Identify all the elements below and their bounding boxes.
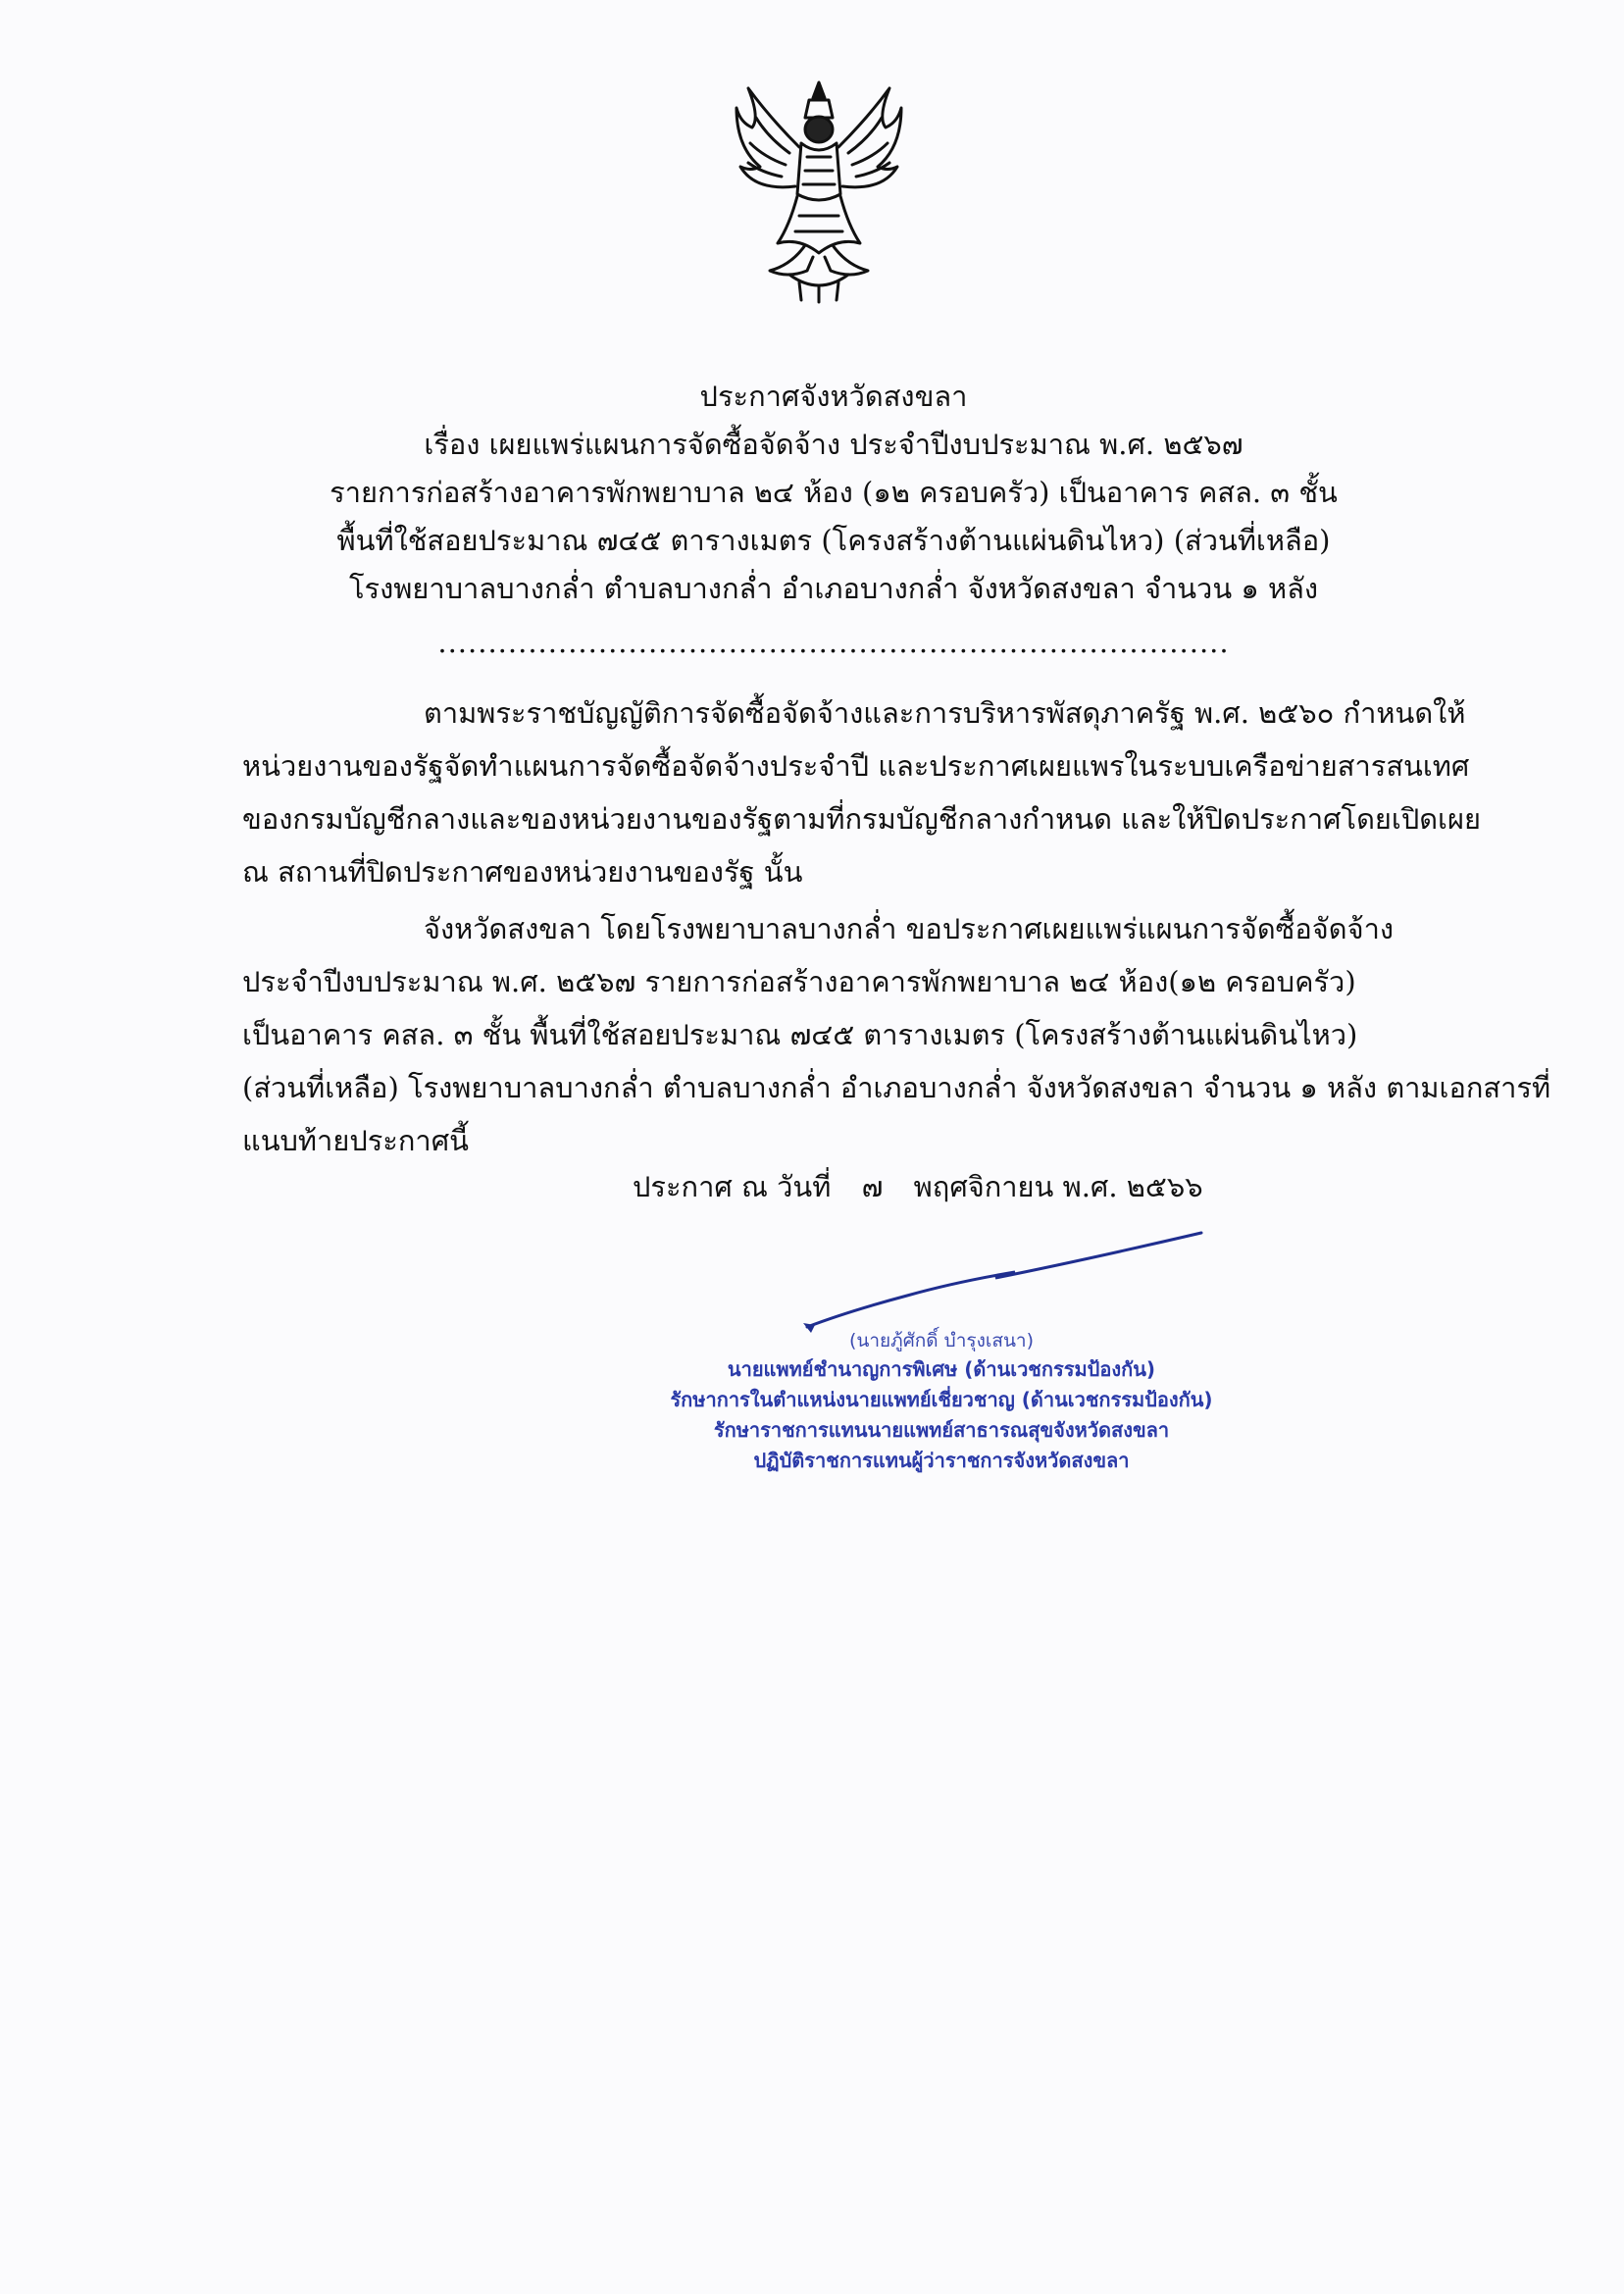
paragraph-announcement	[242, 902, 1551, 1167]
project-line-1: รายการก่อสร้างอาคารพักพยาบาล ๒๔ ห้อง (๑๒ ครอบครัว) เป็นอาคาร คสล. ๓ ชั้น	[330, 476, 1338, 509]
garuda-emblem-icon	[731, 78, 907, 304]
dotted-separator: ...............................................................................	[437, 626, 1230, 659]
paragraph-line: จังหวัดสงขลา โดยโรงพยาบาลบางกล่ำ ขอประกาศเผยแพร่แผนการจัดซื้อจัดจ้าง	[424, 912, 1395, 945]
date-day: ๗	[861, 1170, 884, 1203]
signer-title-1: นายแพทย์ชำนาญการพิเศษ (ด้านเวชกรรมป้องกัน)	[727, 1357, 1156, 1381]
heading-block	[294, 373, 1373, 667]
signer-title-2: รักษาการในตำแหน่งนายแพทย์เชี่ยวชาญ (ด้านเวชกรรมป้องกัน)	[670, 1388, 1213, 1411]
project-line-3: โรงพยาบาลบางกล่ำ ตำบลบางกล่ำ อำเภอบางกล่ำ จังหวัดสงขลา จำนวน ๑ หลัง	[348, 572, 1319, 605]
paragraph-line: หน่วยงานของรัฐจัดทำแผนการจัดซื้อจัดจ้างประจำปี และประกาศเผยแพรในระบบเครือข่ายสารสนเทศ	[242, 749, 1470, 783]
paragraph-line: แนบท้ายประกาศนี้	[242, 1124, 469, 1157]
paragraph-line: ตามพระราชบัญญัติการจัดซื้อจัดจ้างและการบริหารพัสดุภาครัฐ พ.ศ. ๒๕๖๐ กำหนดให้	[424, 696, 1466, 730]
date-prefix: ประกาศ ณ วันที่	[633, 1170, 832, 1203]
date-month-year: พฤศจิกายน พ.ศ. ๒๕๖๖	[913, 1170, 1203, 1203]
paragraph-line: ณ สถานที่ปิดประกาศของหน่วยงานของรัฐ นั้น	[242, 855, 803, 889]
paragraph-legal-basis	[242, 687, 1480, 898]
document-subject: เรื่อง เผยแพร่แผนการจัดซื้อจัดจ้าง ประจำปีงบประมาณ พ.ศ. ๒๕๖๗	[424, 428, 1243, 461]
document-title: ประกาศจังหวัดสงขลา	[699, 380, 968, 413]
paragraph-line: ของกรมบัญชีกลางและของหน่วยงานของรัฐตามที่กรมบัญชีกลางกำหนด และให้ปิดประกาศโดยเปิดเผย	[242, 802, 1481, 836]
announcement-date	[633, 1167, 1225, 1206]
paragraph-line: เป็นอาคาร คสล. ๓ ชั้น พื้นที่ใช้สอยประมาณ ๗๔๕ ตารางเมตร (โครงสร้างต้านแผ่นดินไหว)	[242, 1018, 1358, 1051]
signer-block	[628, 1327, 1255, 1476]
project-line-2: พื้นที่ใช้สอยประมาณ ๗๔๕ ตารางเมตร (โครงสร้างต้านแผ่นดินไหว) (ส่วนที่เหลือ)	[336, 524, 1331, 557]
signer-title-3: รักษาราชการแทนนายแพทย์สาธารณสุขจังหวัดสงขลา	[713, 1418, 1170, 1442]
signer-title-4: ปฏิบัติราชการแทนผู้ว่าราชการจังหวัดสงขลา	[753, 1449, 1130, 1472]
paragraph-line: ประจำปีงบประมาณ พ.ศ. ๒๕๖๗ รายการก่อสร้างอาคารพักพยาบาล ๒๔ ห้อง(๑๒ ครอบครัว)	[242, 965, 1356, 998]
paragraph-line: (ส่วนที่เหลือ) โรงพยาบาลบางกล่ำ ตำบลบางกล่ำ อำเภอบางกล่ำ จังหวัดสงขลา จำนวน ๑ หลัง ตามเอกสารที่	[242, 1071, 1551, 1104]
signer-name: (นายภู้ศักดิ์ บำรุงเสนา)	[848, 1330, 1035, 1351]
